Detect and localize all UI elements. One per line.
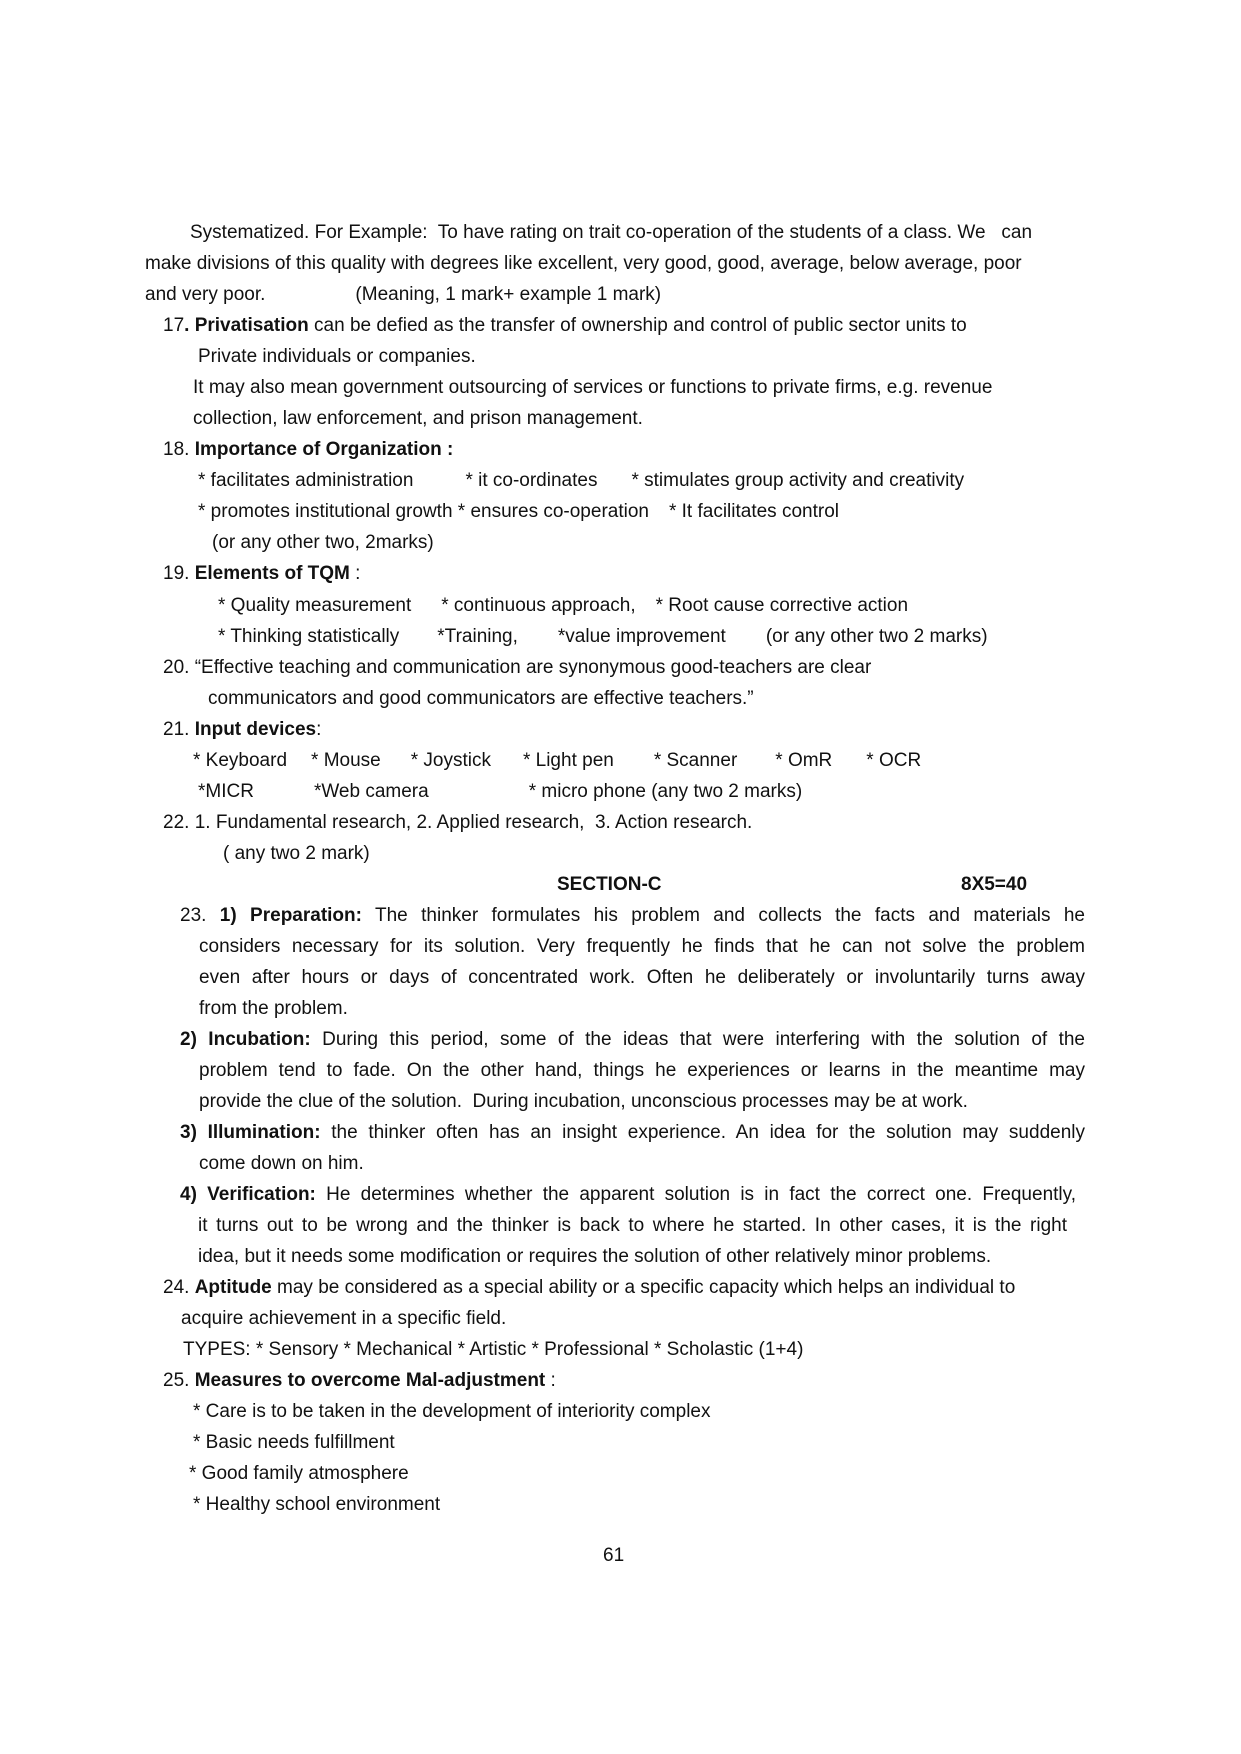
- q19-heading: 19. Elements of TQM :: [163, 563, 361, 584]
- q23-p3-line-2: come down on him.: [199, 1153, 364, 1174]
- page-number: 61: [603, 1545, 625, 1566]
- q21-items-row-2: *MICR *Web camera * micro phone (any two 2 marks): [198, 781, 803, 802]
- q23-p1-line-1: 23. 1) Preparation: The thinker formulates his problem and collects the facts and materials he: [180, 905, 1086, 926]
- q25-item-2: * Basic needs fulfillment: [193, 1432, 395, 1453]
- q23-p1-line-2: considers necessary for its solution. Very frequently he finds that he can not solve the problem: [199, 936, 1085, 957]
- intro-line-2: make divisions of this quality with degrees like excellent, very good, good, average, below average, poor: [145, 253, 1022, 274]
- q18-heading: 18. Importance of Organization :: [163, 439, 454, 460]
- q17-line-4: collection, law enforcement, and prison management.: [193, 408, 643, 429]
- q23-p3-line-1: 3) Illumination: the thinker often has an insight experience. An idea for the solution may suddenly: [180, 1122, 1085, 1143]
- q19-items-row-2: * Thinking statistically *Training, *value improvement (or any other two 2 marks): [218, 626, 988, 647]
- q23-p2-line-2: problem tend to fade. On the other hand, things he experiences or learns in the meantime may: [199, 1060, 1085, 1081]
- q23-p1-line-4: from the problem.: [199, 998, 348, 1019]
- section-title: SECTION-C: [557, 874, 662, 895]
- intro-line-3: and very poor. (Meaning, 1 mark+ example 1 mark): [145, 284, 662, 305]
- intro-line-1: Systematized. For Example: To have rating on trait co-operation of the students of a class. We can: [190, 222, 1033, 243]
- q17-line-2: Private individuals or companies.: [198, 346, 476, 367]
- q20-line-2: communicators and good communicators are effective teachers.”: [208, 688, 754, 709]
- q24-line-2: acquire achievement in a specific field.: [181, 1308, 507, 1329]
- q24-line-1: 24. Aptitude may be considered as a special ability or a specific capacity which helps an individual to: [163, 1277, 1016, 1298]
- q21-heading: 21. Input devices:: [163, 719, 322, 740]
- q25-item-3: * Good family atmosphere: [189, 1463, 409, 1484]
- q21-items-row-1: * Keyboard * Mouse * Joystick * Light pen * Scanner * OmR * OCR: [193, 750, 922, 771]
- q22-line-2: ( any two 2 mark): [223, 843, 370, 864]
- q24-types: TYPES: * Sensory * Mechanical * Artistic * Professional * Scholastic (1+4): [183, 1339, 804, 1360]
- q18-note: (or any other two, 2marks): [212, 532, 434, 553]
- q23-p4-line-2: it turns out to be wrong and the thinker is back to where he started. In other cases, it is the right: [198, 1215, 1067, 1236]
- q23-p4-line-1: 4) Verification: He determines whether the apparent solution is in fact the correct one. Frequently,: [180, 1184, 1077, 1205]
- q18-items-row-1: * facilitates administration * it co-ordinates * stimulates group activity and creativity: [198, 470, 965, 491]
- q19-items-row-1: * Quality measurement * continuous approach, * Root cause corrective action: [218, 595, 909, 616]
- q25-heading: 25. Measures to overcome Mal-adjustment :: [163, 1370, 556, 1391]
- q23-p2-line-1: 2) Incubation: During this period, some of the ideas that were interfering with the solution of the: [180, 1029, 1085, 1050]
- q25-item-4: * Healthy school environment: [193, 1494, 441, 1515]
- q23-p1-line-3: even after hours or days of concentrated work. Often he deliberately or involuntarily turns away: [199, 967, 1085, 988]
- section-marks: 8X5=40: [961, 874, 1028, 895]
- q18-items-row-2: * promotes institutional growth * ensures co-operation * It facilitates control: [198, 501, 839, 522]
- q22-line-1: 22. 1. Fundamental research, 2. Applied research, 3. Action research.: [163, 812, 753, 833]
- q17-line-1: 17. Privatisation can be defied as the transfer of ownership and control of public sector units to: [163, 315, 967, 336]
- q23-p2-line-3: provide the clue of the solution. During incubation, unconscious processes may be at work.: [199, 1091, 968, 1112]
- q23-p4-line-3: idea, but it needs some modification or requires the solution of other relatively minor problems.: [198, 1246, 992, 1267]
- q17-line-3: It may also mean government outsourcing of services or functions to private firms, e.g. revenue: [193, 377, 993, 398]
- q25-item-1: * Care is to be taken in the development of interiority complex: [193, 1401, 711, 1422]
- q20-line-1: 20. “Effective teaching and communication are synonymous good-teachers are clear: [163, 657, 872, 678]
